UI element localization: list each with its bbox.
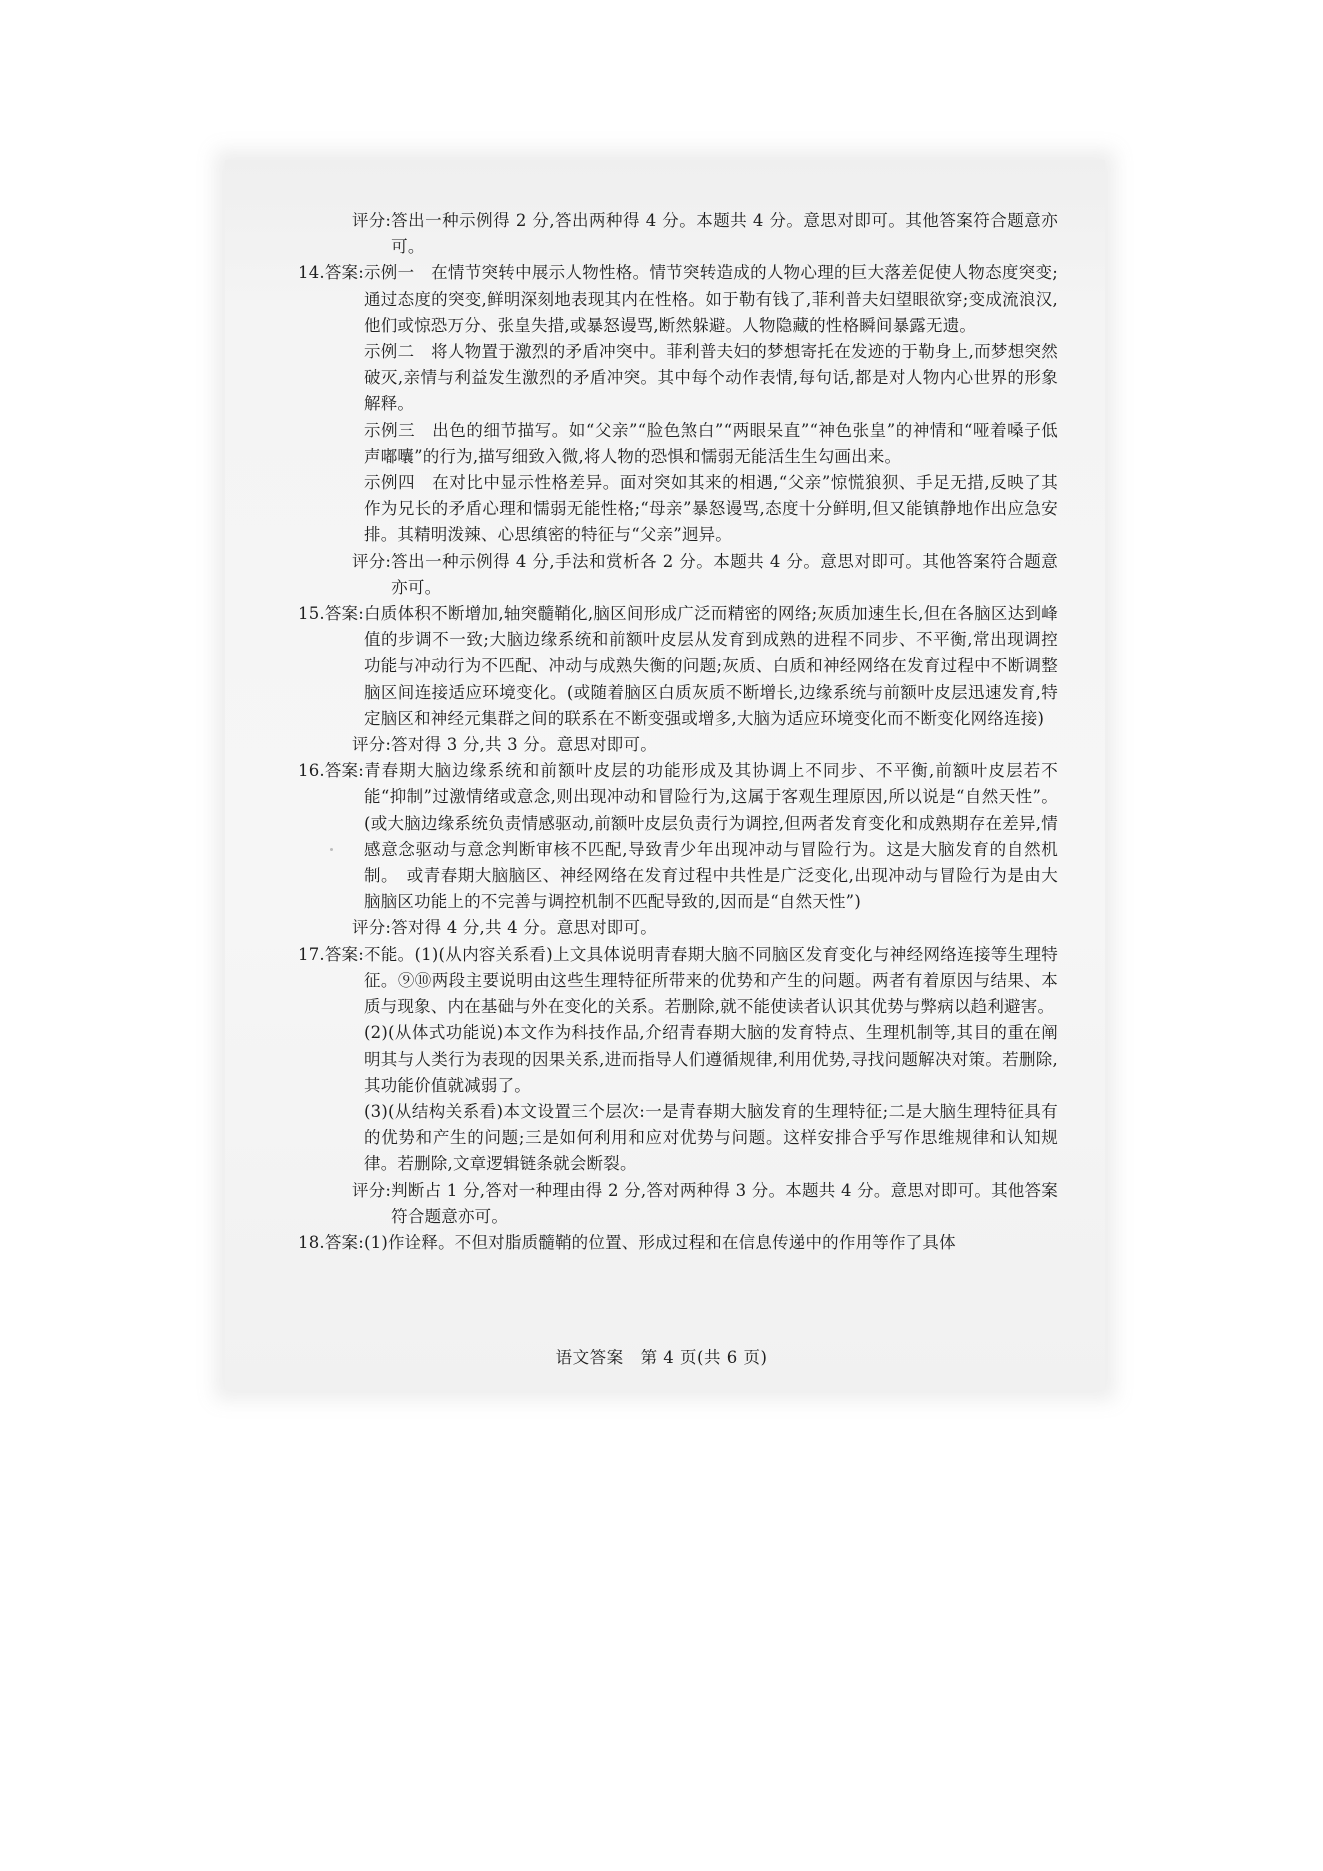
answer-16 [298,758,1058,915]
score-label: 评分: [352,551,392,571]
score-text: 答对得 3 分,共 3 分。意思对即可。 [391,735,657,755]
answer-label: 15.答案: [298,604,364,624]
answer-paragraph: 青春期大脑边缘系统和前额叶皮层的功能形成及其协调上不同步、不平衡,前额叶皮层若不能“抑制”过激情绪或意念,则出现冲动和冒险行为,这属于客观生理原因,所以说是“自然天性”。(或大脑边缘系统负责情感驱动,前额叶皮层负责行为调控,但两者发育变化和成熟期存在差异,情感意念驱动与意念判断审核不匹配,导致青少年出现冲动与冒险行为。这是大脑发育的自然机制。 或青春期大脑脑区、神经网络在发育过程中共性是广泛变化,出现冲动与冒险行为是由大脑脑区功能上的不完善与调控机制不匹配导致的,因而是“自然天性”) [364,761,1058,912]
score-text: 判断占 1 分,答对一种理由得 2 分,答对两种得 3 分。本题共 4 分。意思对即可。其他答案符合题意亦可。 [391,1180,1058,1226]
score-16 [352,915,1058,941]
score-label: 评分: [352,1180,392,1200]
answer-14 [298,260,1058,548]
answer-text [364,942,1058,1178]
answer-label: 17.答案: [298,944,364,964]
answer-text [364,758,1058,915]
answer-text [364,601,1058,732]
score-15 [352,732,1058,758]
answer-text [364,260,1058,548]
answer-17 [298,942,1058,1178]
page-footer: 语文答案 第 4 页(共 6 页) [555,1348,768,1367]
answer-label: 14.答案: [298,263,364,283]
score-17 [352,1178,1058,1230]
example-1: 示例一 在情节突转中展示人物性格。情节突转造成的人物心理的巨大落差促使人物态度突变;通过态度的突变,鲜明深刻地表现其内在性格。如于勒有钱了,菲利普夫妇望眼欲穿;变成流浪汉,他们或惊恐万分、张皇失措,或暴怒谩骂,断然躲避。人物隐藏的性格瞬间暴露无遗。 [364,263,1058,335]
score-14 [352,549,1058,601]
example-3: 示例三 出色的细节描写。如“父亲”“脸色煞白”“两眼呆直”“神色张皇”的神情和“哑着嗓子低声嘟囔”的行为,描写细致入微,将人物的恐惧和懦弱无能活生生勾画出来。 [364,420,1058,466]
answer-15 [298,601,1058,732]
answer-text [364,1230,1058,1256]
score-label: 评分: [352,918,392,938]
example-2: 示例二 将人物置于激烈的矛盾冲突中。菲利普夫妇的梦想寄托在发迹的于勒身上,而梦想突然破灭,亲情与利益发生激烈的矛盾冲突。其中每个动作表情,每句话,都是对人物内心世界的形象解释。 [364,342,1058,414]
answer-key-body [298,208,1058,1256]
answer-paragraph: 白质体积不断增加,轴突髓鞘化,脑区间形成广泛而精密的网络;灰质加速生长,但在各脑区达到峰值的步调不一致;大脑边缘系统和前额叶皮层从发育到成熟的进程不同步、不平衡,常出现调控功能与冲动行为不匹配、冲动与成熟失衡的问题;灰质、白质和神经网络在发育过程中不断调整脑区间连接适应环境变化。(或随着脑区白质灰质不断增长,边缘系统与前额叶皮层迅速发育,特定脑区和神经元集群之间的联系在不断变强或增多,大脑为适应环境变化而不断变化网络连接) [364,604,1058,728]
answer-18 [298,1230,1058,1256]
answer-label: 16.答案: [298,761,364,781]
answer-paragraph-3: (3)(从结构关系看)本文设置三个层次:一是青春期大脑发育的生理特征;二是大脑生理特征具有的优势和产生的问题;三是如何利用和应对优势与问题。这样安排合乎写作思维规律和认知规律。若删除,文章逻辑链条就会断裂。 [364,1101,1058,1174]
score-label: 评分: [352,735,392,755]
answer-paragraph: (1)作诠释。不但对脂质髓鞘的位置、形成过程和在信息传递中的作用等作了具体 [364,1232,956,1252]
score-text: 答出一种示例得 4 分,手法和赏析各 2 分。本题共 4 分。意思对即可。其他答案符合题意亦可。 [391,551,1058,597]
answer-paragraph-2: (2)(从体式功能说)本文作为科技作品,介绍青春期大脑的发育特点、生理机制等,其目的重在阐明其与人类行为表现的因果关系,进而指导人们遵循规律,利用优势,寻找问题解决对策。若删除,其功能价值就减弱了。 [364,1023,1058,1095]
intro-score [352,208,1058,260]
example-4: 示例四 在对比中显示性格差异。面对突如其来的相遇,“父亲”惊慌狼狈、手足无措,反映了其作为兄长的矛盾心理和懦弱无能性格;“母亲”暴怒谩骂,态度十分鲜明,但又能镇静地作出应急安排。其精明泼辣、心思缜密的特征与“父亲”迥异。 [364,473,1058,545]
answer-paragraph-1: 不能。(1)(从内容关系看)上文具体说明青春期大脑不同脑区发育变化与神经网络连接等生理特征。⑨⑩两段主要说明由这些生理特征所带来的优势和产生的问题。两者有着原因与结果、本质与现象、内在基础与外在变化的关系。若删除,就不能使读者认识其优势与弊病以趋利避害。 [364,944,1058,1017]
score-text: 答出一种示例得 2 分,答出两种得 4 分。本题共 4 分。意思对即可。其他答案符合题意亦可。 [391,211,1058,257]
score-label: 评分: [352,211,392,230]
answer-label: 18.答案: [298,1232,364,1252]
score-text: 答对得 4 分,共 4 分。意思对即可。 [391,918,657,938]
